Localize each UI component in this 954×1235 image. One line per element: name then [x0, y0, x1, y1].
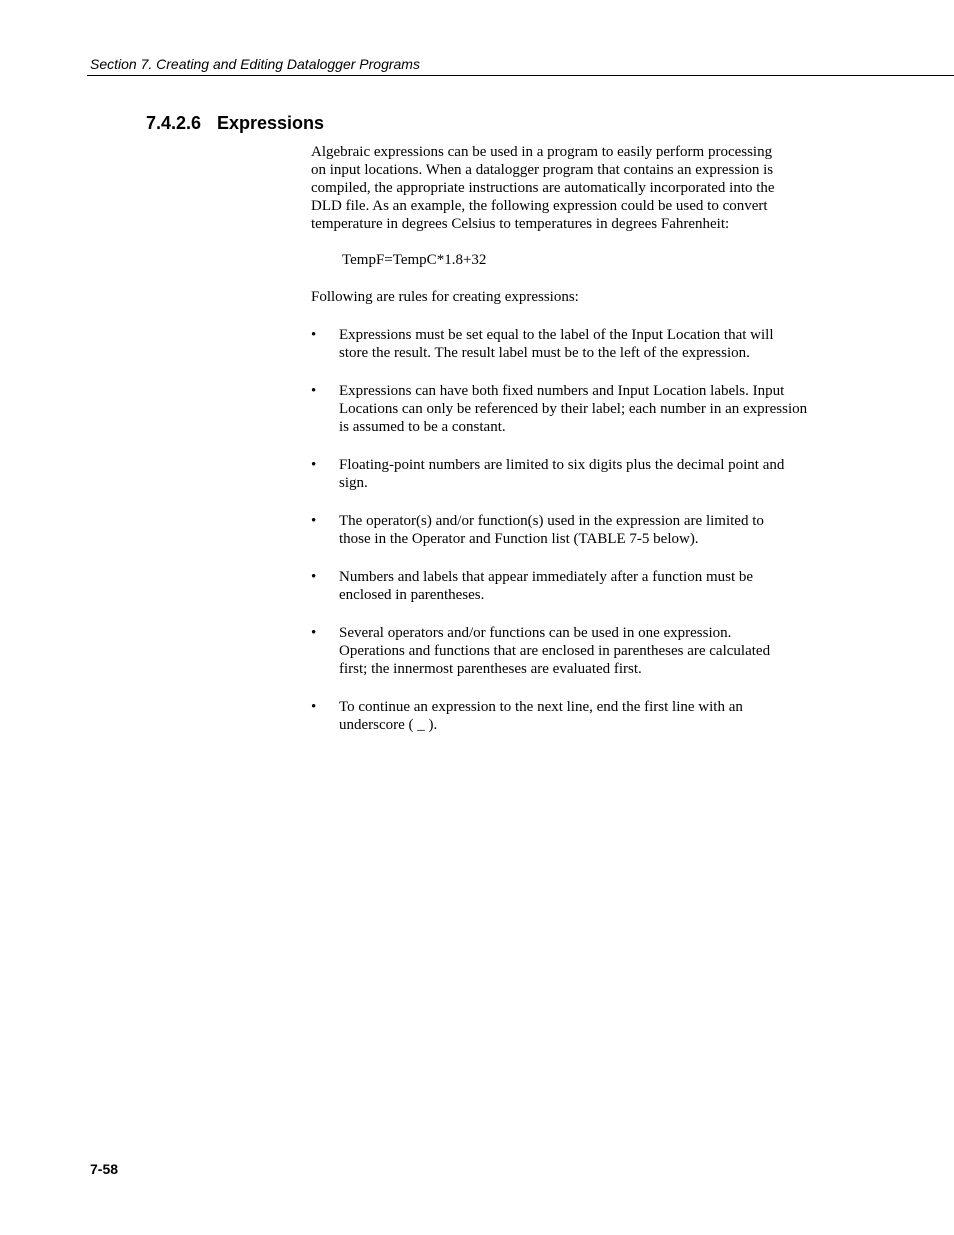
intro-line: on input locations. When a datalogger program that contains an expression is [311, 162, 774, 178]
rule-line: The operator(s) and/or function(s) used in the expression are limited to [339, 513, 764, 529]
section-heading [146, 112, 324, 134]
rule-line: store the result. The result label must be to the left of the expression. [339, 345, 750, 361]
rule-item [311, 512, 831, 548]
bullet-icon: • [311, 569, 317, 585]
rule-line: Floating-point numbers are limited to six digits plus the decimal point and [339, 457, 785, 473]
rule-line: those in the Operator and Function list (TABLE 7-5 below). [339, 531, 699, 547]
intro-line: compiled, the appropriate instructions are automatically incorporated into the [311, 180, 775, 196]
rule-line: To continue an expression to the next line, end the first line with an [339, 699, 743, 715]
intro-line: temperature in degrees Celsius to temperatures in degrees Fahrenheit: [311, 216, 730, 232]
bullet-icon: • [311, 383, 317, 399]
rules-intro: Following are rules for creating expressions: [311, 289, 579, 305]
rule-line: underscore ( _ ). [339, 717, 438, 733]
intro-line: Algebraic expressions can be used in a program to easily perform processing [311, 144, 773, 160]
bullet-icon: • [311, 457, 317, 473]
body-text [311, 143, 831, 754]
bullet-icon: • [311, 513, 317, 529]
rule-item [311, 326, 831, 362]
rule-line: Expressions can have both fixed numbers and Input Location labels. Input [339, 383, 785, 399]
header-rule [87, 75, 954, 76]
rule-item [311, 456, 831, 492]
section-number: 7.4.2.6 [146, 113, 202, 133]
rule-line: enclosed in parentheses. [339, 587, 485, 603]
rule-line: sign. [339, 475, 368, 491]
rule-line: Expressions must be set equal to the label of the Input Location that will [339, 327, 774, 343]
rules-list [311, 326, 831, 734]
rule-line: Operations and functions that are enclosed in parentheses are calculated [339, 643, 771, 659]
intro-paragraph [311, 143, 831, 233]
rule-line: Several operators and/or functions can be used in one expression. [339, 625, 732, 641]
bullet-icon: • [311, 699, 317, 715]
intro-line: DLD file. As an example, the following expression could be used to convert [311, 198, 768, 214]
rule-line: Locations can only be referenced by their label; each number in an expression [339, 401, 808, 417]
rule-item [311, 624, 831, 678]
rule-item [311, 568, 831, 604]
page-number: 7-58 [90, 1161, 119, 1177]
rule-item [311, 698, 831, 734]
section-title: Expressions [217, 113, 325, 133]
rule-item [311, 382, 831, 436]
rule-line: first; the innermost parentheses are evaluated first. [339, 661, 642, 677]
bullet-icon: • [311, 327, 317, 343]
bullet-icon: • [311, 625, 317, 641]
example-formula: TempF=TempC*1.8+32 [342, 252, 487, 268]
rule-line: is assumed to be a constant. [339, 419, 506, 435]
running-header: Section 7. Creating and Editing Datalogger Programs [90, 56, 420, 72]
rule-line: Numbers and labels that appear immediately after a function must be [339, 569, 754, 585]
